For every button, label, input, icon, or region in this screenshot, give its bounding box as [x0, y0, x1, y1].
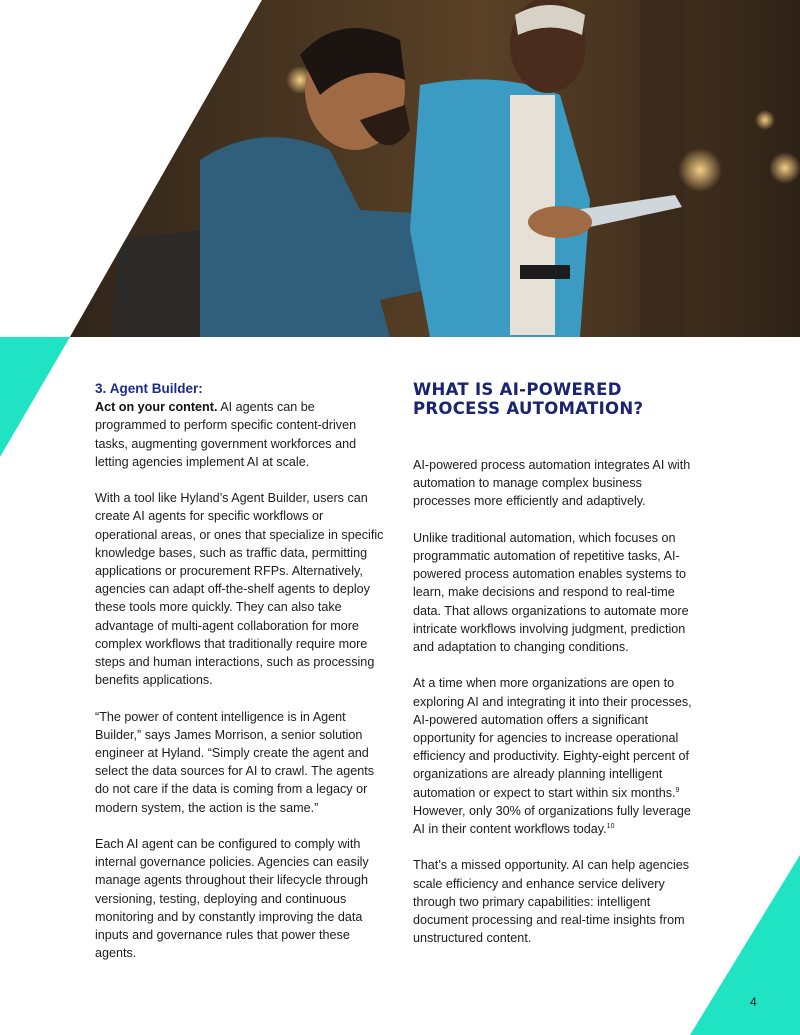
paragraph-text: At a time when more organizations are open to exploring AI and integrating it into their processes, AI-powered automation offers a significant opportunity for agencies to increase operational efficiency and productivity. Eighty-eight percent of organizations are already planning intelligent automation or expect to start within six months.: [413, 676, 692, 800]
teal-accent-left: [0, 337, 70, 457]
paragraph-definition: AI-powered process automation integrates AI with automation to manage complex business processes more efficiently and adaptively.: [413, 458, 691, 509]
section-title: Agent Builder:: [109, 381, 203, 396]
hero-photo: [0, 0, 800, 337]
paragraph-text: However, only 30% of organizations fully leverage AI in their content workflows today.: [413, 803, 691, 837]
paragraph-agent-intro: [95, 398, 387, 471]
paragraph-statistics: [413, 674, 695, 838]
page-number: 4: [750, 995, 757, 1009]
office-photo-illustration: [0, 0, 800, 337]
paragraph-governance: Each AI agent can be configured to comply with internal governance policies. Agencies can easily manage agents throughout their lifecycle through versioning, testing, deploying and continuous monitoring and by constantly improving the data inputs and governance rules that power these agents.: [95, 837, 369, 961]
footnote-ref-9: 9: [675, 786, 680, 794]
heading-line-2: PROCESS AUTOMATION?: [413, 399, 644, 418]
sidebar-heading: [413, 380, 695, 418]
teal-accent-right: [690, 855, 800, 1035]
paragraph-quote: “The power of content intelligence is in Agent Builder,” says James Morrison, a senior solution engineer at Hyland. “Simply create the agent and select the data sources for AI to crawl. The agents do not care if the data is coming from a legacy or modern system, the action is the same.”: [95, 709, 375, 815]
heading-line-1: WHAT IS AI-POWERED: [413, 380, 622, 399]
right-column: [413, 380, 695, 966]
lead-phrase: Act on your content.: [95, 400, 218, 415]
footnote-ref-10: 10: [606, 823, 615, 831]
paragraph-agent-builder: With a tool like Hyland’s Agent Builder, users can create AI agents for specific workflows or operational areas, or ones that specialize in specific knowledge bases, such as traffic data, permitting applications or procurement RFPs. Alternatively, agencies can adapt off-the-shelf agents to deploy these tools more quickly. They can also take advantage of multi-agent collaboration for more complex workflows that traditionally require more steps and human interactions, such as processing benefits applications.: [95, 491, 384, 688]
left-column: [95, 380, 387, 981]
section-heading: [95, 380, 387, 398]
paragraph-text: AI agents can be programmed to perform specific content-driven tasks, augmenting government workforces and letting agencies implement AI at scale.: [95, 400, 357, 469]
paragraph-comparison: Unlike traditional automation, which focuses on programmatic automation of repetitive tasks, AI-powered process automation enables systems to learn, make decisions and respond to real-time data. That allows organizations to automate more intricate workflows involving judgment, prediction and adaptation to changing conditions.: [413, 530, 689, 655]
paragraph-opportunity: That’s a missed opportunity. AI can help agencies scale efficiency and enhance service delivery through two primary capabilities: intelligent document processing and real-time insights from unstructured content.: [413, 858, 690, 946]
section-number: 3.: [95, 381, 107, 396]
